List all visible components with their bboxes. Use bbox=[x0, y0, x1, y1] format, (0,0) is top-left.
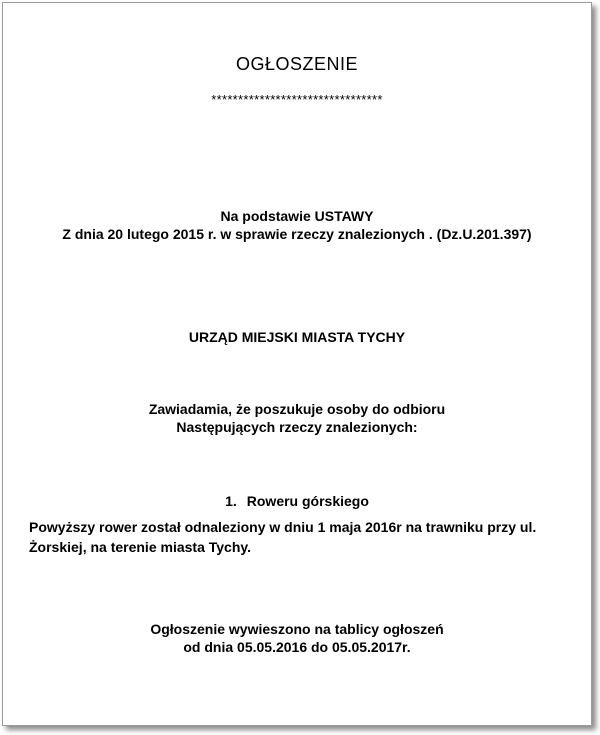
title-separator: ******************************** bbox=[211, 92, 383, 107]
found-item-description-line-1: Powyższy rower został odnaleziony w dniu 1 maja 2016r na trawniku przy ul. bbox=[29, 519, 537, 535]
notice-line-2: Następujących rzeczy znalezionych: bbox=[176, 419, 418, 435]
posting-line-2: od dnia 05.05.2016 do 05.05.2017r. bbox=[183, 639, 411, 655]
legal-basis-line-2: Z dnia 20 lutego 2015 r. w sprawie rzeczy znalezionych . (Dz.U.201.397) bbox=[62, 226, 532, 242]
legal-basis-line-1: Na podstawie USTAWY bbox=[220, 208, 374, 224]
document-page bbox=[2, 2, 592, 726]
found-item-number: 1. bbox=[225, 493, 237, 509]
found-item-heading bbox=[3, 492, 591, 510]
document-title: OGŁOSZENIE bbox=[235, 54, 359, 74]
posting-line-1: Ogłoszenie wywieszono na tablicy ogłoszeń bbox=[150, 621, 444, 637]
found-item-name: Roweru górskiego bbox=[246, 493, 369, 509]
notice-line-1: Zawiadamia, że poszukuje osoby do odbioru bbox=[148, 401, 446, 417]
authority-name: URZĄD MIEJSKI MIASTA TYCHY bbox=[188, 329, 406, 345]
found-item-description-line-2: Żorskiej, na terenie miasta Tychy. bbox=[29, 539, 252, 555]
